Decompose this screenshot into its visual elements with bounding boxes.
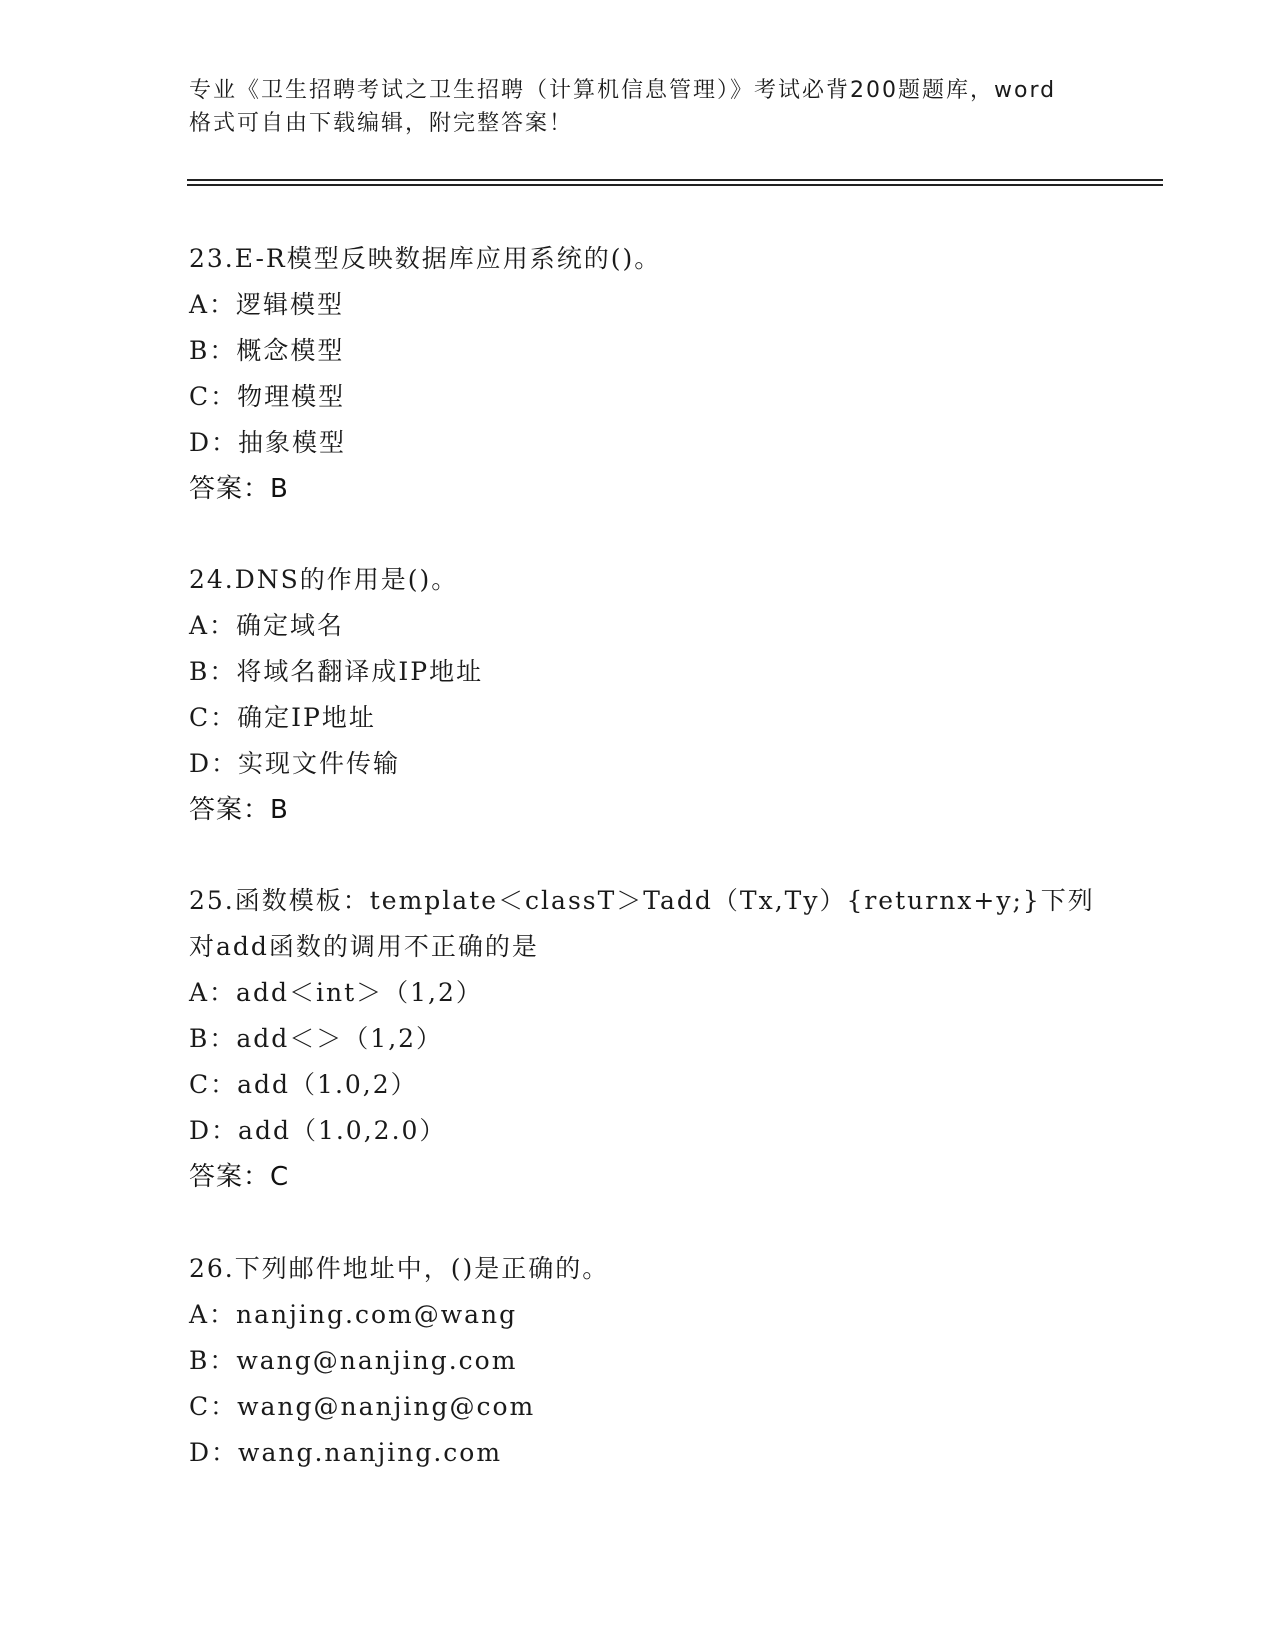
question-stem: 24.DNS的作用是()。 bbox=[189, 565, 459, 594]
option-a: A：逻辑模型 bbox=[189, 290, 345, 319]
header-line-1: 专业《卫生招聘考试之卫生招聘（计算机信息管理）》考试必背200题题库，word bbox=[189, 78, 1057, 103]
option-d: D：wang.nanjing.com bbox=[189, 1438, 503, 1467]
question-24 bbox=[189, 557, 1089, 833]
question-stem: 23.E-R模型反映数据库应用系统的()。 bbox=[189, 244, 662, 273]
header-divider-top bbox=[187, 179, 1163, 181]
answer-text: 答案：B bbox=[189, 474, 289, 504]
answer-text: 答案：B bbox=[189, 795, 289, 825]
question-stem-line-1: 25.函数模板：template＜classT＞Tadd（Tx,Ty）{returnx+y;}下列 bbox=[189, 886, 1095, 915]
option-b: B：概念模型 bbox=[189, 336, 345, 365]
header-line-2: 格式可自由下载编辑，附完整答案！ bbox=[189, 111, 574, 136]
header-divider-bottom bbox=[187, 184, 1163, 186]
option-d: D：add（1.0,2.0） bbox=[189, 1116, 447, 1145]
option-a: A：nanjing.com@wang bbox=[189, 1300, 518, 1329]
option-c: C：确定IP地址 bbox=[189, 703, 376, 732]
option-a: A：确定域名 bbox=[189, 611, 345, 640]
answer-text: 答案：C bbox=[189, 1162, 290, 1192]
option-a: A：add＜int＞（1,2） bbox=[189, 978, 483, 1007]
option-b: B：wang@nanjing.com bbox=[189, 1346, 518, 1375]
option-c: C：物理模型 bbox=[189, 382, 346, 411]
option-b: B：将域名翻译成IP地址 bbox=[189, 657, 484, 686]
question-23 bbox=[189, 236, 1089, 512]
option-c: C：wang@nanjing@com bbox=[189, 1392, 536, 1421]
option-d: D：实现文件传输 bbox=[189, 749, 401, 778]
question-26 bbox=[189, 1246, 1089, 1476]
question-stem: 26.下列邮件地址中，()是正确的。 bbox=[189, 1254, 610, 1283]
option-b: B：add＜＞（1,2） bbox=[189, 1024, 444, 1053]
option-c: C：add（1.0,2） bbox=[189, 1070, 418, 1099]
question-stem-line-2: 对add函数的调用不正确的是 bbox=[189, 932, 539, 961]
question-25 bbox=[189, 878, 1095, 1200]
document-header bbox=[189, 74, 1089, 140]
option-d: D：抽象模型 bbox=[189, 428, 347, 457]
